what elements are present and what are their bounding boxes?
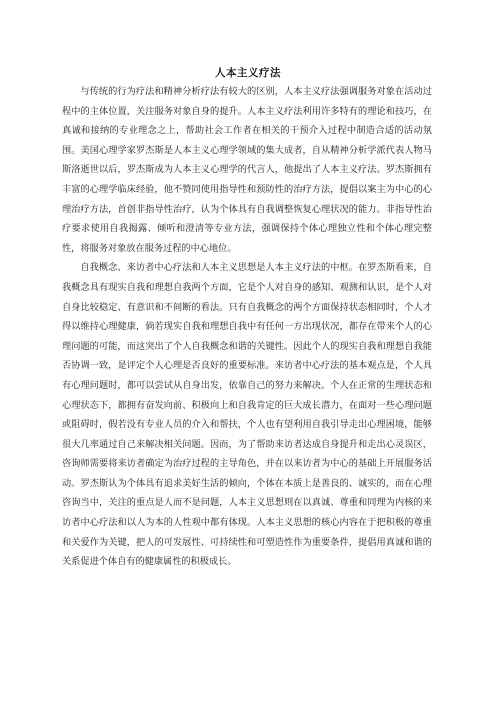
paragraph-1: 与传统的行为疗法和精神分析疗法有较大的区别，人本主义疗法强调服务对象在活动过程中的主体位置，关注服务对象自身的提升。人本主义疗法利用许多特有的理论和技巧，在真诚和接纳的专业理念之上，帮助社会工作者在相关的干预介入过程中制造合适的活动氛围。美国心理学家罗杰斯是人本主义心理学领域的集大成者，自从精神分析学派代表人物马斯洛逝世以后，罗杰斯成为人本主义心理学的代言人，他提出了人本主义疗法。罗杰斯拥有丰富的心理学临床经验，他不赞同使用指导性和预防性的治疗方法，提倡以案主为中心的心理治疗方法，首创非指导性治疗，认为个体具有自我调整恢复心理状况的能力。非指导性治疗要求使用自我揭露、倾听和澄清等专业方法，强调保持个体心理独立性和个体心理完整性，将服务对象放在服务过程的中心地位。: [62, 86, 432, 254]
document-title: 人本主义疗法: [215, 67, 281, 79]
paragraph-2: 自我概念、来访者中心疗法和人本主义思想是人本主义疗法的中枢。在罗杰斯看来，自我概念具有现实自我和理想自我两个方面，它是个人对自身的感知、观测和认识，是个人对自身比较稳定、有意识和不间断的看法。只有自我概念的两个方面保持状态相同时，个人才得以维持心理健康，倘若现实自我和理想自我中有任何一方出现状况，都存在带来个人的心理问题的可能，而这突出了个人自我概念和谐的关键性。因此个人的现实自我和理想自我能否协调一致，是评定个人心理是否良好的重要标准。来访者中心疗法的基本观点是，个人具有心理问题时，都可以尝试从自身出发，依靠自己的努力来解决。个人在正常的生理状态和心理状态下，都拥有奋发向前、积极向上和自我肯定的巨大成长潜力，在面对一些心理问题或阻碍时，假若没有专业人员的介入和帮扶，个人也有望利用自我引导走出心理困境，能够很大几率通过自己来解决相关问题。因而，为了帮助来访者达成自身提升和走出心灵误区，咨询师需要将来访者确定为治疗过程的主导角色，并在以来访者为中心的基础上开展服务活动。罗杰斯认为个体具有追求美好生活的倾向，个体在本质上是善良的、诚实的，而在心理咨询当中，关注的重点是人而不是问题，人本主义思想则在以真诚、尊重和同理为内核的来访者中心疗法和以人为本的人性观中都有体现。人本主义思想的核心内容在于把积极的尊重和关爱作为关键，把人的可发展性、可持续性和可塑造性作为重要条件，提倡用真诚和谐的关系促进个体自有的健康属性的积极成长。: [62, 262, 432, 568]
document-body: [62, 82, 432, 572]
